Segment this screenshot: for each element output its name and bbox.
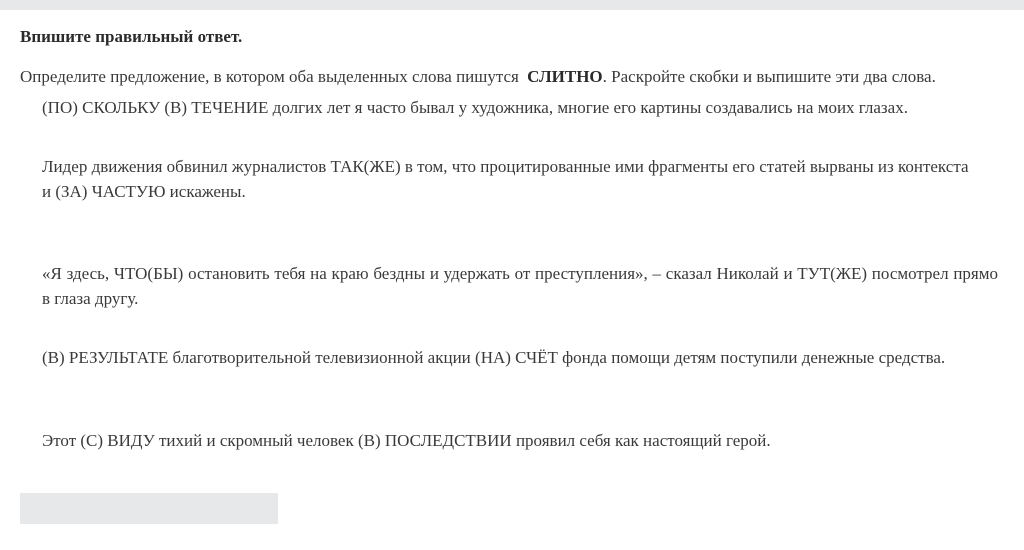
option-text: Этот (С) ВИДУ тихий и скромный человек (В) ПОСЛЕДСТВИИ проявил себя как настоящий герой.: [42, 431, 771, 450]
question-prompt: [20, 67, 936, 87]
option-text: «Я здесь, ЧТО(БЫ) остановить тебя на краю бездны и удержать от преступления», – сказал Николай и ТУТ(ЖЕ) посмотрел прямо в глаза другу.: [42, 264, 998, 308]
answer-option-1: [42, 95, 1002, 120]
option-text: (В) РЕЗУЛЬТАТЕ благотворительной телевизионной акции (НА) СЧЁТ фонда помощи детям поступили денежные средства.: [42, 348, 946, 367]
instruction-heading: Впишите правильный ответ.: [20, 27, 243, 46]
answer-option-3: [42, 261, 998, 311]
prompt-emphasis: СЛИТНО: [527, 67, 603, 86]
prompt-text-before: Определите предложение, в котором оба выделенных слова пишутся: [20, 67, 519, 86]
top-bar: [0, 0, 1024, 10]
answer-option-4: [42, 345, 991, 370]
answer-option-5: [42, 428, 1002, 453]
option-text: (ПО) СКОЛЬКУ (В) ТЕЧЕНИЕ долгих лет я часто бывал у художника, многие его картины создавались на моих глазах.: [42, 98, 908, 117]
answer-input[interactable]: [20, 493, 278, 524]
option-text: Лидер движения обвинил журналистов ТАК(ЖЕ) в том, что процитированные ими фрагменты его статей вырваны из контекста: [42, 157, 969, 176]
prompt-text-after: . Раскройте скобки и выпишите эти два слова.: [602, 67, 936, 86]
answer-option-2: [42, 154, 996, 204]
option-text-continued: и (ЗА) ЧАСТУЮ искажены.: [42, 182, 246, 201]
